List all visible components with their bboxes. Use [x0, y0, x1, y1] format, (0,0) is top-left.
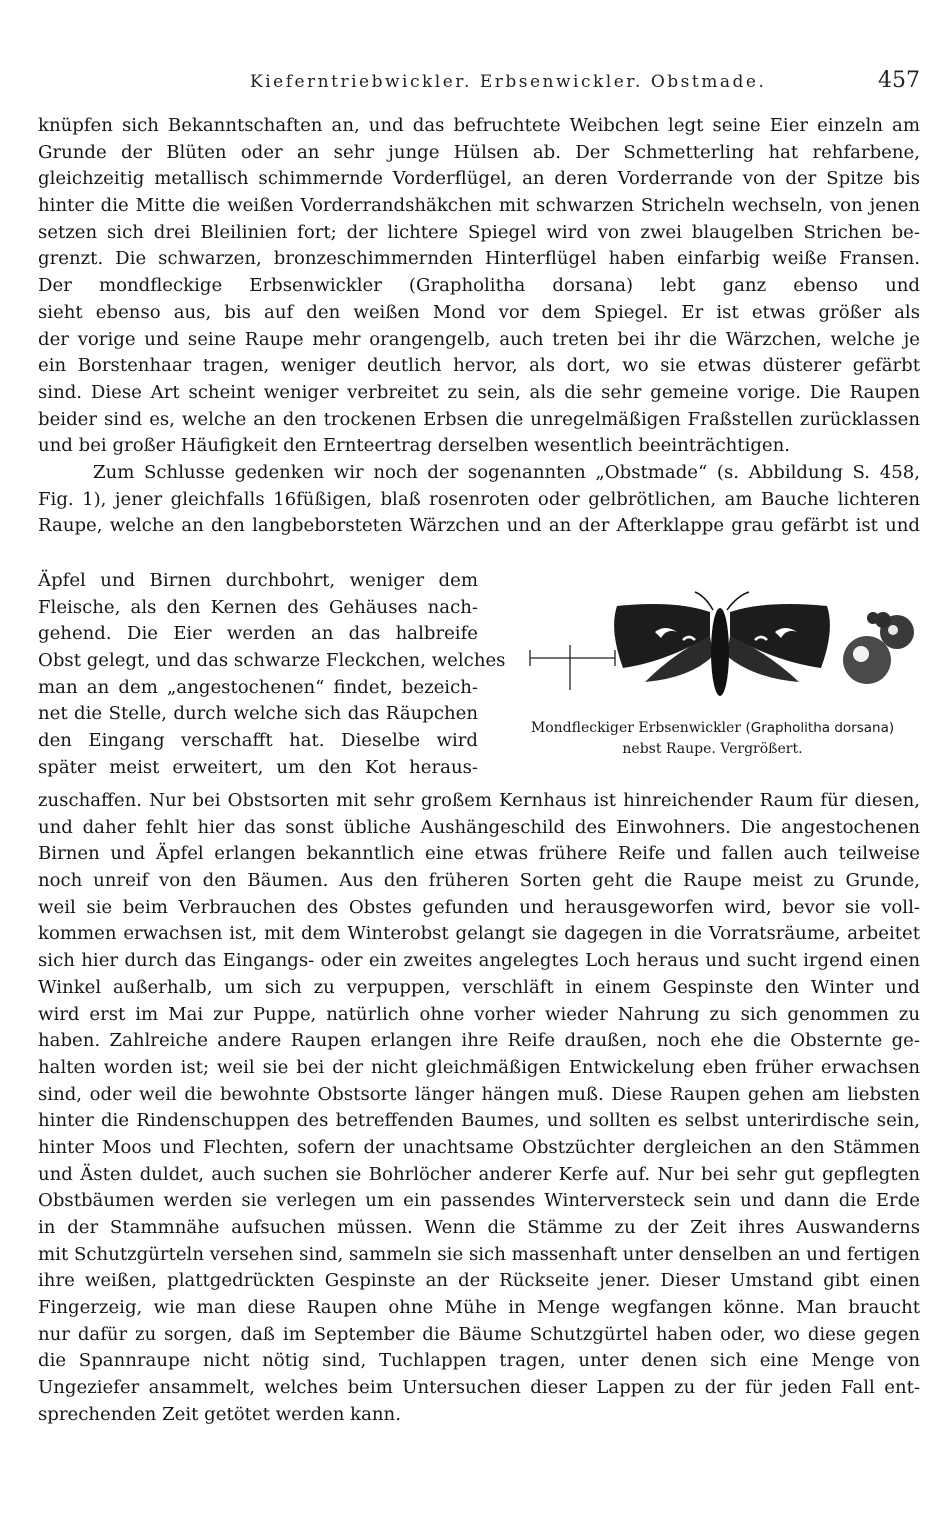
moth-figure — [505, 590, 920, 765]
text-line: Äpfel und Birnen durchbohrt, weniger dem — [38, 570, 478, 591]
text-line: gleichzeitig metallisch schimmernde Vorderflügel, an deren Vorderrande von der Spitze bis — [38, 168, 920, 190]
text-line: Der mondfleckige Erbsenwickler (Grapholitha dorsana) lebt ganz ebenso und — [38, 275, 920, 297]
text-line: sieht ebenso aus, bis auf den weißen Mond vor dem Spiegel. Er ist etwas größer als — [38, 301, 920, 323]
text-line: und Ästen duldet, auch suchen sie Bohrlöcher anderer Kerfe auf. Nur bei sehr gut gepflegten — [38, 1163, 920, 1185]
text-line: Ungeziefer ansammelt, welches beim Untersuchen dieser Lappen zu der für jeden Fall ent- — [38, 1377, 920, 1399]
text-block-beside-figure — [38, 568, 506, 782]
text-line: sind. Diese Art scheint weniger verbreitet zu sein, als die sehr gemeine vorige. Die Raupen — [38, 381, 920, 403]
text-line: sprechenden Zeit getötet werden kann. — [38, 1403, 401, 1425]
figure-caption — [505, 718, 920, 760]
text-line: knüpfen sich Bekanntschaften an, und das befruchtete Weibchen legt seine Eier einzeln am — [38, 115, 920, 136]
text-line: ihre weißen, plattgedrückten Gespinste an der Rückseite jener. Dieser Umstand gibt einen — [38, 1270, 920, 1292]
text-line: grenzt. Die schwarzen, bronzeschimmernden Hinterflügel haben einfarbig weiße Fransen. — [38, 248, 920, 270]
text-line: gehend. Die Eier werden an das halbreife — [38, 623, 478, 645]
text-line: später meist erweitert, um den Kot heraus- — [38, 756, 478, 778]
text-line: die Spannraupe nicht nötig sind, Tuchlappen tragen, unter denen sich eine Menge von — [38, 1350, 920, 1372]
text-line: zuschaffen. Nur bei Obstsorten mit sehr großem Kernhaus ist hinreichender Raum für diesen, — [38, 790, 920, 811]
text-line: sich hier durch das Eingangs- oder ein zweites angelegtes Loch heraus und sucht irgend einen — [38, 950, 920, 972]
moth-illustration — [505, 590, 920, 715]
text-line: Raupe, welche an den langbeborsteten Wärzchen und an der Afterklappe grau gefärbt ist und — [38, 515, 920, 537]
text-line: beider sind es, welche an den trockenen Erbsen die unregelmäßigen Fraßstellen zurücklassen — [38, 408, 920, 430]
text-line: Fig. 1), jener gleichfalls 16füßigen, blaß rosenroten oder gelbrötlichen, am Bauche lichteren — [38, 488, 920, 510]
text-line: der vorige und seine Raupe mehr orangengelb, auch treten bei ihr die Wärzchen, welche je — [38, 328, 920, 350]
text-line: nur dafür zu sorgen, daß im September die Bäume Schutzgürtel haben oder, wo diese gegen — [38, 1323, 920, 1345]
text-line: hinter die Rindenschuppen des betreffenden Baumes, und sollten es selbst unterirdische sein, — [38, 1110, 920, 1132]
text-line: man an dem „angestochenen“ findet, bezeich- — [38, 676, 478, 698]
text-block-top — [38, 113, 920, 540]
text-line: haben. Zahlreiche andere Raupen erlangen ihre Reife draußen, noch ehe die Obsternte ge- — [38, 1030, 920, 1052]
text-block-bottom — [38, 788, 920, 1429]
running-head: Kieferntriebwickler. Erbsenwickler. Obstmade. — [250, 72, 767, 92]
caterpillar-icon — [843, 612, 914, 684]
caption-note: nebst Raupe. Vergrößert. — [622, 741, 803, 757]
text-line: Grunde der Blüten oder an sehr junge Hülsen ab. Der Schmetterling hat rehfarbene, — [38, 141, 920, 163]
text-line: wird erst im Mai zur Puppe, natürlich ohne vorher wieder Nahrung zu sich genommen zu — [38, 1003, 920, 1025]
text-line: Zum Schlusse gedenken wir noch der sogenannten „Obstmade“ (s. Abbildung S. 458, — [93, 461, 920, 483]
text-line: Obstbäumen werden sie verlegen um ein passendes Winterversteck sein und dann die Erde — [38, 1190, 920, 1212]
text-line: Fingerzeig, wie man diese Raupen ohne Mühe in Menge wegfangen könne. Man braucht — [38, 1297, 920, 1319]
text-line: hinter Moos und Flechten, sofern der unachtsame Obstzüchter dergleichen an den Stämmen — [38, 1136, 920, 1158]
text-line: und daher fehlt hier das sonst übliche Aushängeschild des Einwohners. Die angestochenen — [38, 816, 920, 838]
text-line: kommen erwachsen ist, mit dem Winterobst gelangt sie dagegen in die Vorratsräume, arbeitet — [38, 923, 920, 945]
text-line: Birnen und Äpfel erlangen bekanntlich eine etwas frühere Reife und fallen auch teilweise — [38, 843, 920, 865]
moth-icon — [614, 592, 830, 696]
text-line: den Eingang verschafft hat. Dieselbe wird — [38, 730, 478, 752]
text-line: und bei großer Häufigkeit den Ernteertrag derselben wesentlich beeinträchtigen. — [38, 435, 791, 457]
text-line: ein Borstenhaar tragen, weniger deutlich hervor, als dort, wo sie etwas düsterer gefärbt — [38, 355, 920, 377]
page-number: 457 — [878, 68, 920, 93]
scale-marker-icon — [530, 645, 615, 690]
text-line: setzen sich drei Bleilinien fort; der lichtere Spiegel wird von zwei blaugelben Strichen be- — [38, 221, 920, 243]
caption-species: Mondfleckiger Erbsenwickler — [530, 720, 742, 736]
text-line: noch unreif von den Bäumen. Aus den früheren Sorten geht die Raupe meist zu Grunde, — [38, 870, 920, 892]
text-line: mit Schutzgürteln versehen sind, sammeln sie sich massenhaft unter denselben an und fertigen — [38, 1243, 920, 1265]
text-line: net die Stelle, durch welche sich das Räupchen — [38, 703, 478, 725]
text-line: Obst gelegt, und das schwarze Fleckchen, welches — [38, 650, 506, 672]
text-line: hinter die Mitte die weißen Vorderrandshäkchen mit schwarzen Stricheln wechseln, von jenen — [38, 195, 920, 217]
text-line: halten worden ist; weil sie bei der nicht gleichmäßigen Entwickelung eben früher erwachsen — [38, 1056, 920, 1078]
text-line: in der Stammnähe aufsuchen müssen. Wenn die Stämme zu der Zeit ihres Auswanderns — [38, 1217, 920, 1238]
text-line: Fleische, als den Kernen des Gehäuses nach- — [38, 596, 478, 618]
text-line: Winkel außerhalb, um sich zu verpuppen, verschläft in einem Gespinste den Winter und — [38, 976, 920, 998]
text-line: sind, oder weil die bewohnte Obstsorte länger hängen muß. Diese Raupen gehen am liebsten — [38, 1083, 920, 1105]
text-line: weil sie beim Verbrauchen des Obstes gefunden und herausgeworfen wird, bevor sie voll- — [38, 896, 920, 918]
caption-latin-name: (Grapholitha dorsana) — [745, 720, 895, 736]
